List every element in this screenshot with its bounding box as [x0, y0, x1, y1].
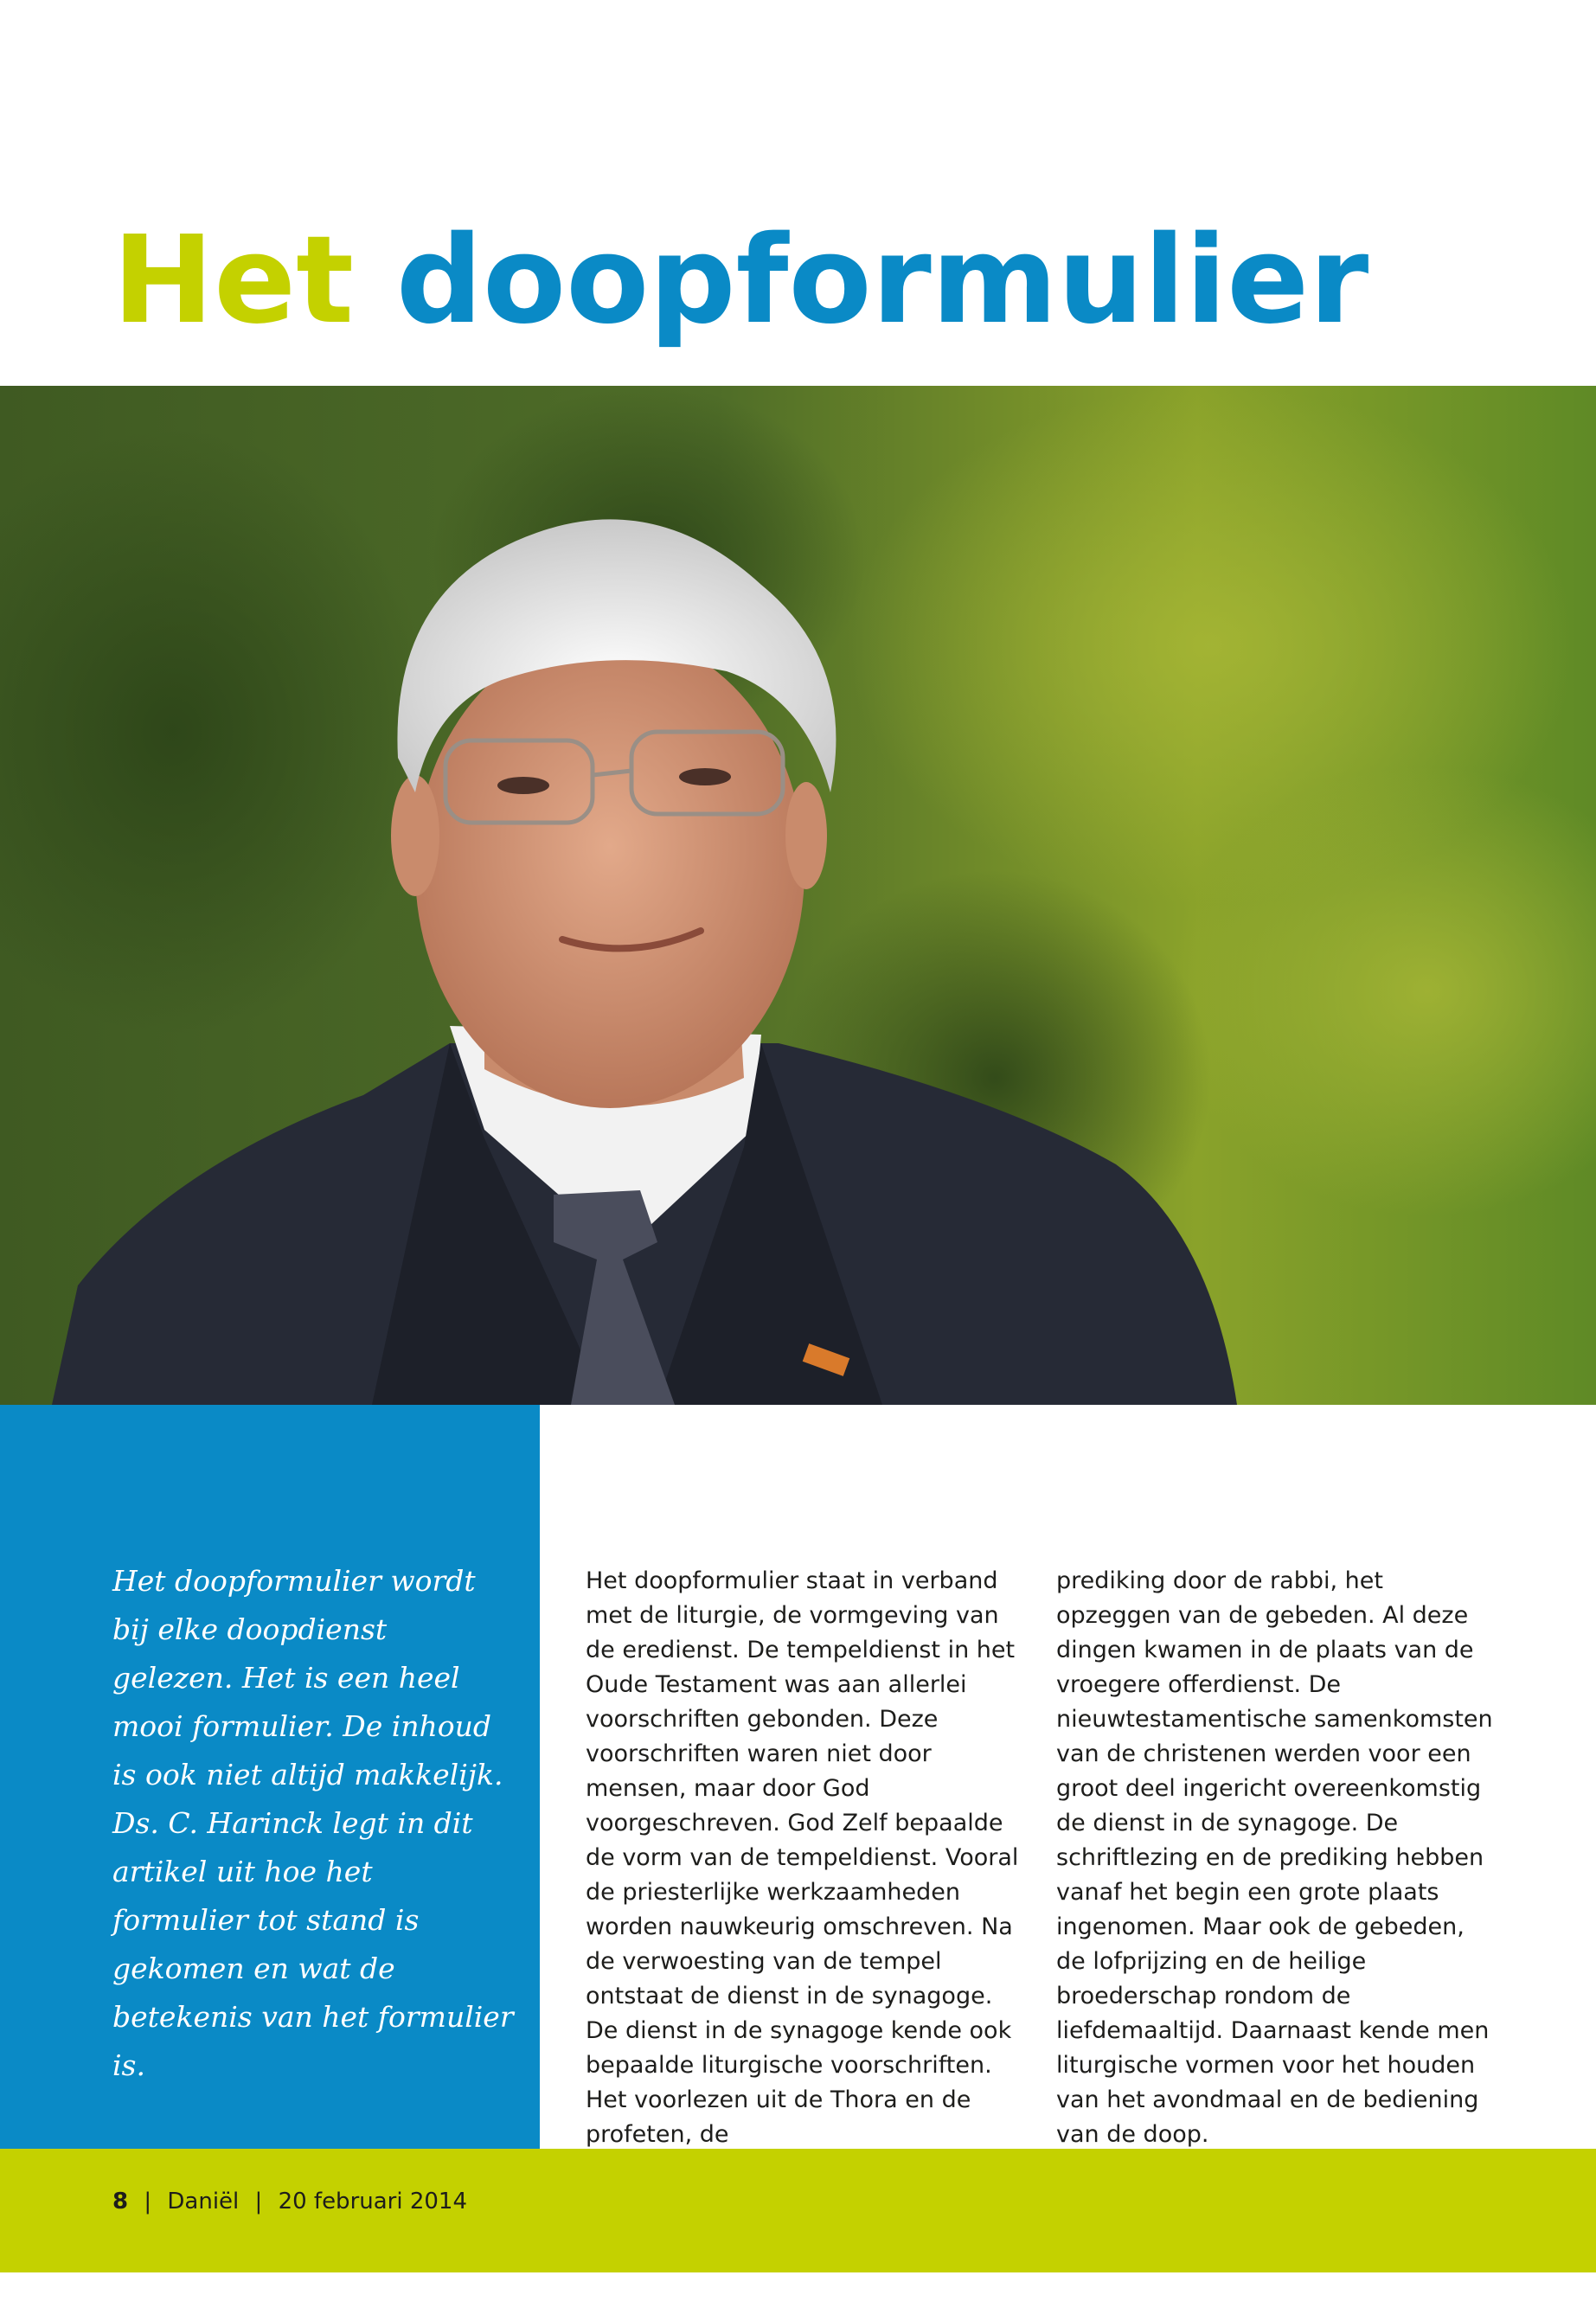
- page-number: 8: [112, 2189, 129, 2214]
- page-footer: [112, 2189, 467, 2214]
- portrait-photo: [0, 386, 1596, 1405]
- footer-separator: |: [254, 2189, 263, 2214]
- title-word-doopformulier: doopformulier: [395, 210, 1369, 351]
- title-word-het: Het: [112, 210, 355, 351]
- body-column-1: Het doopformulier staat in verband met de liturgie, de vormgeving van de eredienst. De tempeldienst in het Oude Testament was aan allerlei voorschriften gebonden. Deze voorschriften waren niet door mensen, maar door God voorgeschreven. God Zelf bepaalde de vorm van de tempeldienst. Vooral de priesterlijke werkzaamheden worden nauwkeurig omschreven. Na de verwoesting van de tempel ontstaat de dienst in de synagoge. De dienst in de synagoge kende ook bepaalde liturgische voorschriften. Het voorlezen uit de Thora en de profeten, de: [586, 1567, 1019, 2148]
- magazine-name: Daniël: [167, 2189, 240, 2214]
- article-title: [112, 210, 1369, 351]
- footer-separator: |: [144, 2189, 152, 2214]
- issue-date: 20 februari 2014: [278, 2189, 468, 2214]
- intro-text: Het doopformulier wordt bij elke doopdienst gelezen. Het is een heel mooi formulier. De inhoud is ook niet altijd makkelijk. Ds. C. Harinck legt in dit artikel uit hoe het formulier tot stand is gekomen en wat de betekenis van het formulier is.: [112, 1564, 514, 2082]
- body-column-2: prediking door de rabbi, het opzeggen van de gebeden. Al deze dingen kwamen in de plaats van de vroegere offerdienst. De nieuwtestamentische samenkomsten van de christenen werden voor een groot deel ingericht overeenkomstig de dienst in de synagoge. De schriftlezing en de prediking hebben vanaf het begin een grote plaats ingenomen. Maar ook de gebeden, de lofprijzing en de heilige broederschap rondom de liefdemaaltijd. Daarnaast kende men liturgische vormen voor het houden van het avondmaal en de bediening van de doop.: [1056, 1567, 1493, 2148]
